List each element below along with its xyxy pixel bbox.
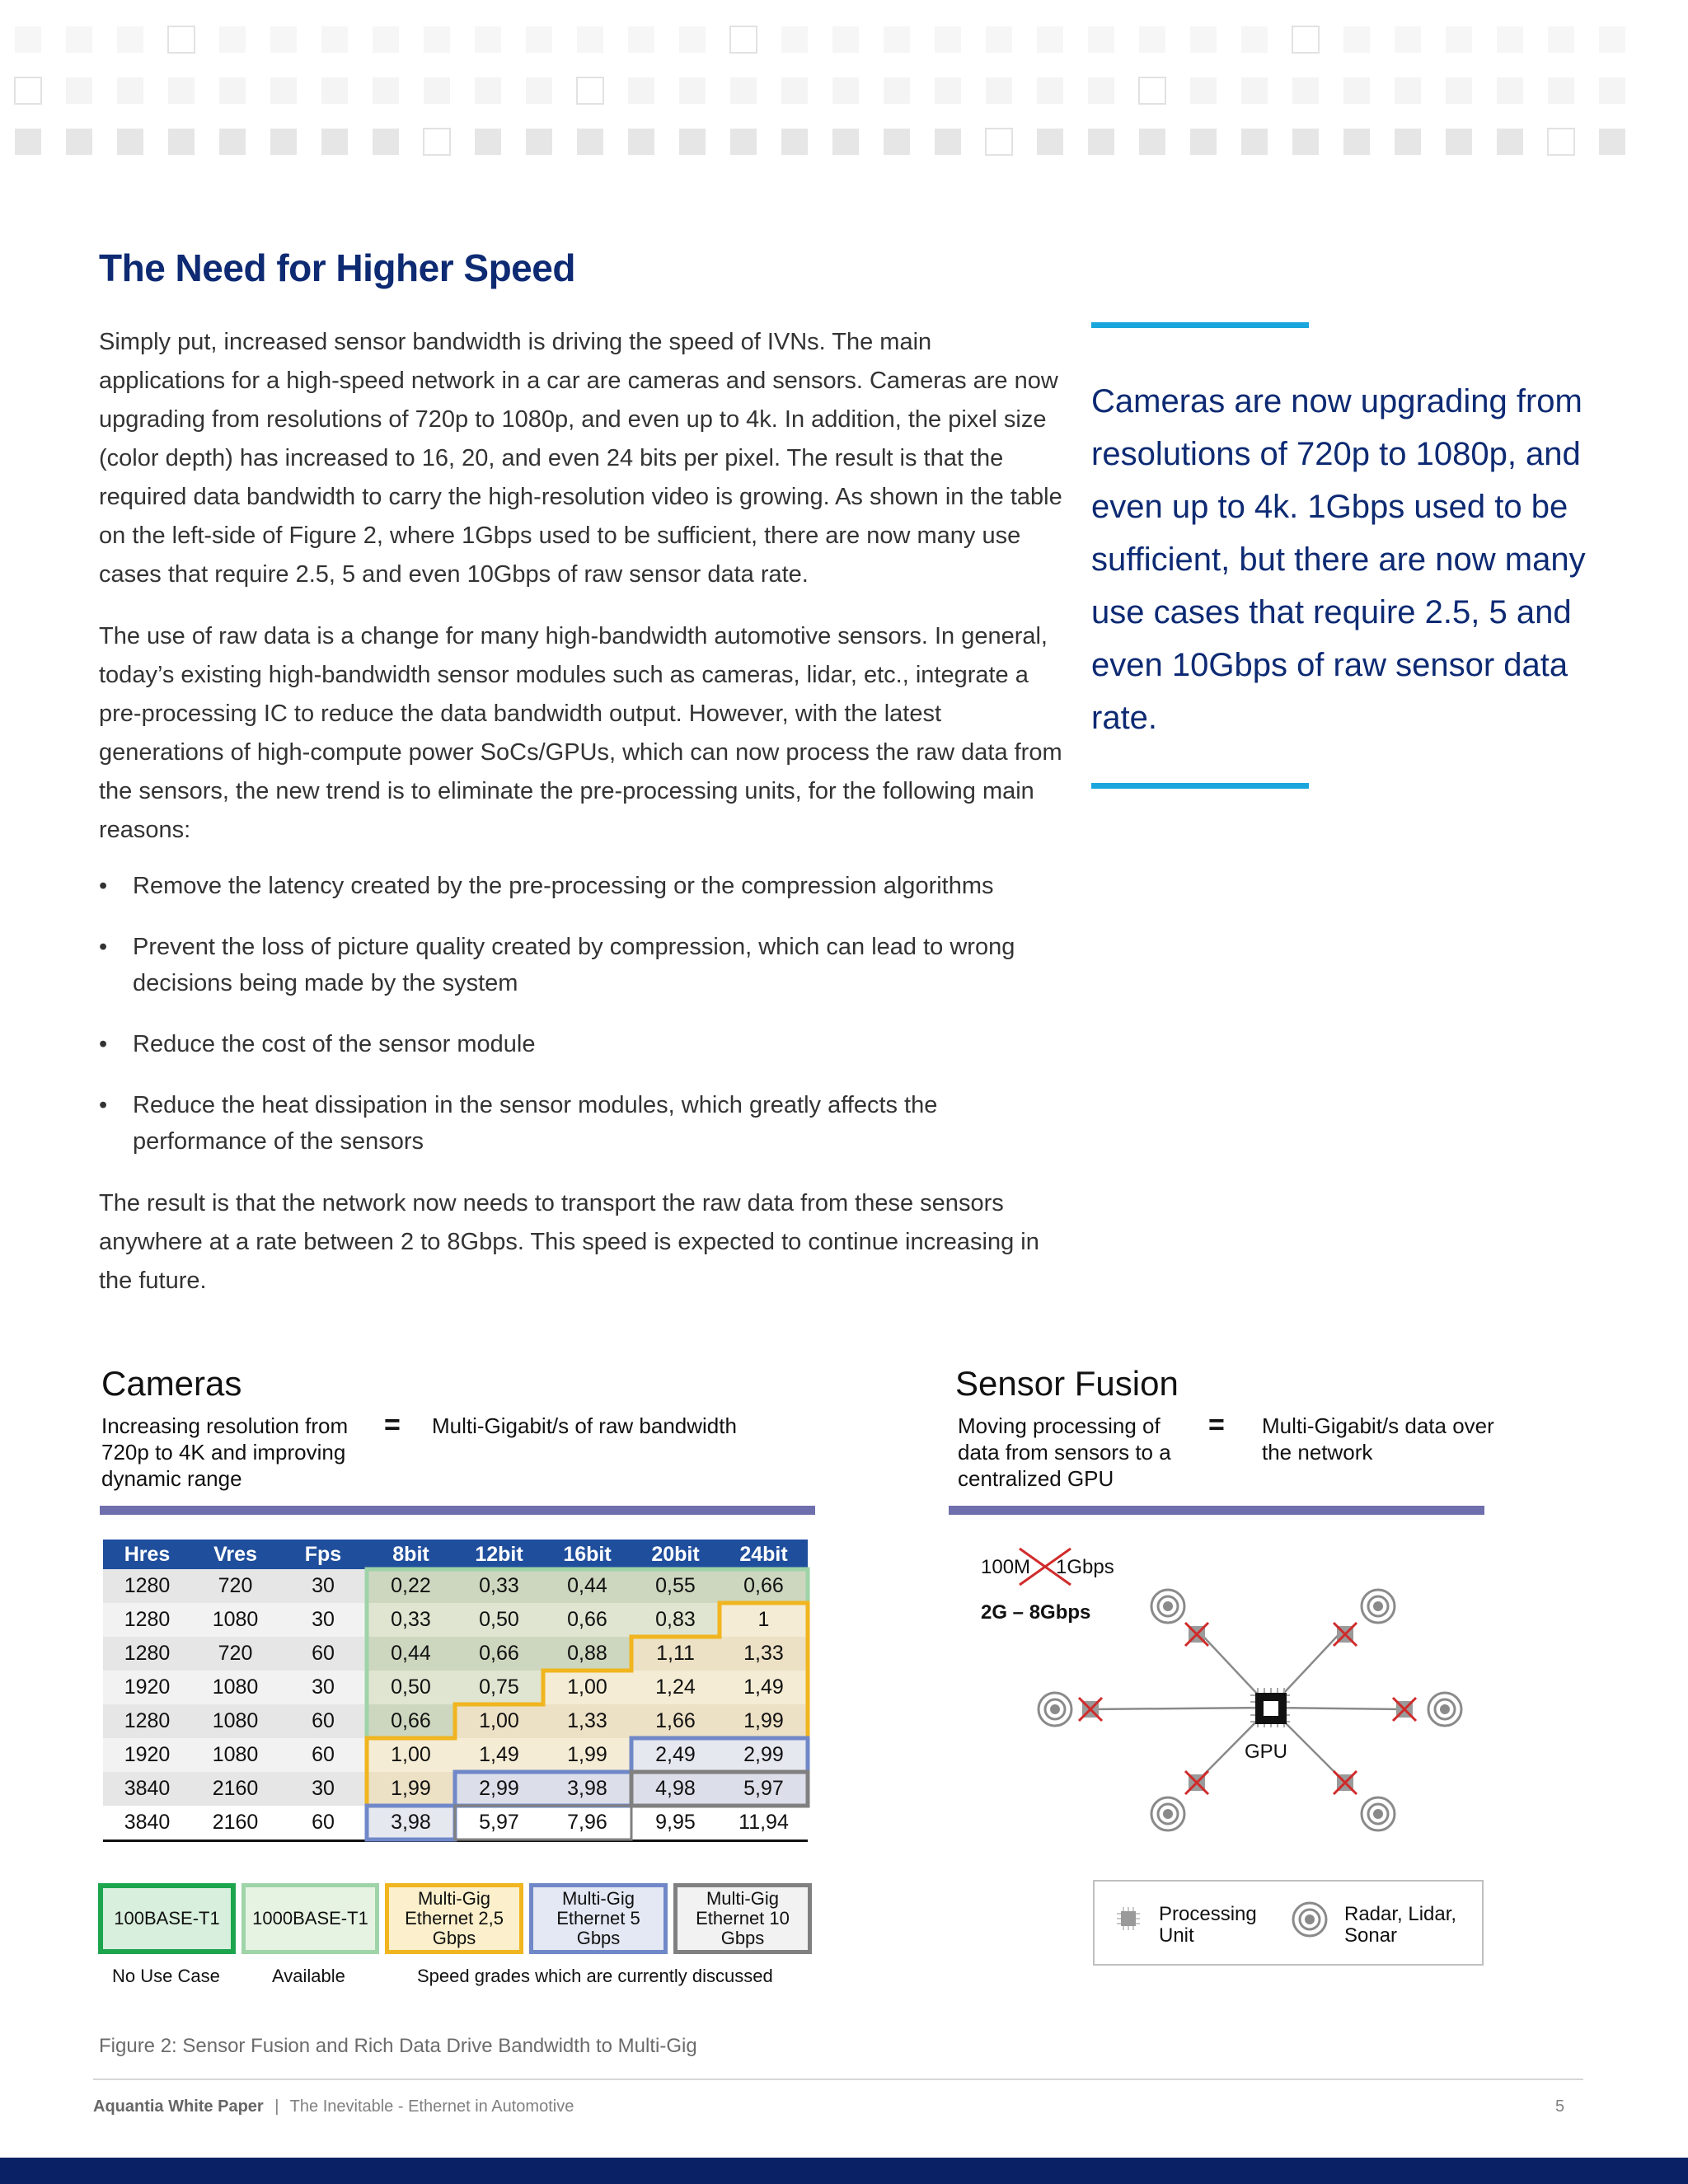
- table-cell: 0,50: [455, 1603, 543, 1637]
- table-cell: 720: [191, 1637, 279, 1671]
- table-cell: 1080: [191, 1671, 279, 1704]
- table-cell: 0,66: [455, 1637, 543, 1671]
- legend-multigig-5: Multi-Gig Ethernet 5 Gbps: [529, 1883, 668, 1954]
- removed-processing-unit-icon: [1334, 1623, 1357, 1646]
- paragraph-intro: Simply put, increased sensor bandwidth is driving the speed of IVNs. The main applications for a high-speed network in a car are cameras and sensors. Cameras are now upgrading from resolutions of 720p to 1080p, and even up to 4k. In addition, the pixel size (color depth) has increased to 16, 20, and even 24 bits per pixel. The result is that the required data bandwidth to carry the high-resolution video is growing. As shown in the table on the left-side of Figure 2, where 1Gbps used to be sufficient, there are now many use cases that require 2.5, 5 and even 10Gbps of raw sensor data rate.: [99, 329, 1062, 588]
- cameras-title: Cameras: [101, 1364, 242, 1403]
- removed-processing-unit-icon: [1393, 1698, 1416, 1721]
- table-cell: 7,96: [543, 1806, 631, 1841]
- table-cell: 2160: [191, 1772, 279, 1806]
- table-cell: 2160: [191, 1806, 279, 1841]
- table-cell: 0,50: [367, 1671, 455, 1704]
- table-row: [103, 1603, 808, 1637]
- table-header-cell: 12bit: [455, 1540, 543, 1569]
- table-cell: 1,33: [543, 1704, 631, 1738]
- table-cell: 0,83: [631, 1603, 720, 1637]
- reasons-list: [99, 868, 1063, 1160]
- table-row: [103, 1806, 808, 1841]
- legend-processing-unit: Processing Unit: [1159, 1903, 1257, 1947]
- table-row: [103, 1569, 808, 1603]
- table-cell: 60: [279, 1806, 367, 1841]
- header-pixel-pattern: [0, 0, 1688, 165]
- page-number: 5: [1555, 2097, 1565, 2116]
- table-cell: 60: [279, 1637, 367, 1671]
- footer: [93, 2097, 574, 2116]
- radar-sensor-icon: [1362, 1797, 1395, 1830]
- radar-sensor-icon: [1428, 1693, 1461, 1726]
- table-cell: 0,33: [455, 1569, 543, 1603]
- table-cell: 0,66: [720, 1569, 808, 1603]
- speed-old-100m: 100M: [981, 1556, 1031, 1578]
- radar-sensor-icon: [1362, 1590, 1395, 1623]
- table-cell: 1,49: [720, 1671, 808, 1704]
- table-cell: 1080: [191, 1603, 279, 1637]
- sensor-fusion-diagram: [1014, 1566, 1492, 1846]
- footer-separator: |: [274, 2097, 279, 2116]
- gpu-icon: [1250, 1688, 1290, 1727]
- paragraph-raw-data: The use of raw data is a change for many high-bandwidth automotive sensors. In general, today’s existing high-bandwidth sensor modules such as cameras, lidar, etc., integrate a pre-processing IC to reduce the data bandwidth output. However, with the latest generations of high-compute power SoCs/GPUs, which can now process the raw data from the sensors, the new trend is to eliminate the pre-processing units, for the following main reasons:: [99, 623, 1062, 843]
- legend-multigig-10: Multi-Gig Ethernet 10 Gbps: [673, 1883, 812, 1954]
- radar-sensor-icon: [1151, 1590, 1184, 1623]
- table-cell: 0,33: [367, 1603, 455, 1637]
- cameras-left-text: Increasing resolution from 720p to 4K and improving dynamic range: [101, 1413, 349, 1491]
- table-cell: 1,00: [367, 1738, 455, 1772]
- removed-processing-unit-icon: [1185, 1771, 1208, 1794]
- table-cell: 3,98: [367, 1806, 455, 1841]
- table-cell: 1: [720, 1603, 808, 1637]
- table-cell: 1280: [103, 1603, 191, 1637]
- table-cell: 60: [279, 1738, 367, 1772]
- table-cell: 2,49: [631, 1738, 720, 1772]
- table-cell: 9,95: [631, 1806, 720, 1841]
- speed-new: 2G – 8Gbps: [981, 1601, 1091, 1624]
- table-cell: 4,98: [631, 1772, 720, 1806]
- table-cell: 0,66: [543, 1603, 631, 1637]
- table-row: [103, 1704, 808, 1738]
- table-header-cell: 8bit: [367, 1540, 455, 1569]
- table-cell: 1,99: [367, 1772, 455, 1806]
- table-cell: 720: [191, 1569, 279, 1603]
- table-cell: 1280: [103, 1704, 191, 1738]
- table-cell: 1920: [103, 1671, 191, 1704]
- table-cell: 1,11: [631, 1637, 720, 1671]
- bandwidth-table: [103, 1540, 808, 1842]
- table-cell: 1080: [191, 1738, 279, 1772]
- table-header-cell: 16bit: [543, 1540, 631, 1569]
- list-item: • Reduce the heat dissipation in the sensor modules, which greatly affects the performance of the sensors: [99, 1087, 1063, 1160]
- radar-icon: [1291, 1900, 1329, 1938]
- table-cell: 11,94: [720, 1806, 808, 1841]
- table-cell: 60: [279, 1704, 367, 1738]
- legend-caption-discussed: Speed grades which are currently discussed: [417, 1966, 773, 1986]
- table-cell: 3840: [103, 1806, 191, 1841]
- table-cell: 1280: [103, 1569, 191, 1603]
- table-cell: 0,66: [367, 1704, 455, 1738]
- bullet-icon: •: [99, 934, 108, 960]
- table-cell: 1080: [191, 1704, 279, 1738]
- legend-1000base-t1: 1000BASE-T1: [241, 1883, 379, 1954]
- paragraph-result: The result is that the network now needs to transport the raw data from these sensors anywhere at a rate between 2 to 8Gbps. This speed is expected to continue increasing in the future.: [99, 1190, 1039, 1294]
- sensor-fusion-right-text: Multi-Gigabit/s data over the network: [1262, 1413, 1494, 1465]
- table-header-cell: 24bit: [720, 1540, 808, 1569]
- table-header-cell: Fps: [279, 1540, 367, 1569]
- cameras-divider: [100, 1506, 815, 1515]
- table-cell: 30: [279, 1603, 367, 1637]
- sensor-fusion-equals: =: [1208, 1409, 1225, 1441]
- table-cell: 1,00: [543, 1671, 631, 1704]
- removed-processing-unit-icon: [1185, 1623, 1208, 1646]
- bullet-icon: •: [99, 1031, 108, 1057]
- table-header-cell: Vres: [191, 1540, 279, 1569]
- legend-caption-no-use: No Use Case: [112, 1966, 220, 1986]
- table-row: [103, 1637, 808, 1671]
- table-cell: 0,88: [543, 1637, 631, 1671]
- table-cell: 0,55: [631, 1569, 720, 1603]
- table-cell: 1,66: [631, 1704, 720, 1738]
- footer-title: The Inevitable - Ethernet in Automotive: [289, 2097, 574, 2116]
- table-cell: 1,24: [631, 1671, 720, 1704]
- table-cell: 30: [279, 1671, 367, 1704]
- sensor-fusion-left-text: Moving processing of data from sensors to a centralized GPU: [958, 1413, 1171, 1491]
- table-cell: 0,44: [367, 1637, 455, 1671]
- legend-radar-lidar-sonar: Radar, Lidar, Sonar: [1344, 1903, 1457, 1947]
- table-cell: 1,49: [455, 1738, 543, 1772]
- sensor-fusion-divider: [949, 1506, 1484, 1515]
- table-cell: 5,97: [720, 1772, 808, 1806]
- table-row: [103, 1671, 808, 1704]
- legend-caption-available: Available: [272, 1966, 345, 1986]
- table-cell: 1920: [103, 1738, 191, 1772]
- table-cell: 2,99: [720, 1738, 808, 1772]
- table-row: [103, 1738, 808, 1772]
- table-cell: 0,75: [455, 1671, 543, 1704]
- table-row: [103, 1772, 808, 1806]
- cameras-equals: =: [384, 1409, 401, 1441]
- pullquote-top-rule: [1091, 322, 1309, 328]
- bullet-icon: •: [99, 1092, 108, 1118]
- page-heading: The Need for Higher Speed: [99, 246, 575, 289]
- figure-caption: Figure 2: Sensor Fusion and Rich Data Drive Bandwidth to Multi-Gig: [99, 2035, 697, 2057]
- list-item: • Remove the latency created by the pre-processing or the compression algorithms: [99, 868, 1063, 904]
- processing-unit-icon: [1114, 1904, 1143, 1933]
- main-body-text: [99, 323, 1063, 1324]
- list-item: • Reduce the cost of the sensor module: [99, 1026, 1063, 1062]
- table-cell: 1,33: [720, 1637, 808, 1671]
- table-cell: 3840: [103, 1772, 191, 1806]
- radar-sensor-icon: [1039, 1693, 1071, 1726]
- table-cell: 1,99: [543, 1738, 631, 1772]
- legend-multigig-2-5: Multi-Gig Ethernet 2,5 Gbps: [385, 1883, 523, 1954]
- speed-old-1gbps: 1Gbps: [1056, 1556, 1114, 1578]
- table-header-cell: Hres: [103, 1540, 191, 1569]
- table-cell: 30: [279, 1772, 367, 1806]
- radar-sensor-icon: [1151, 1797, 1184, 1830]
- table-header-row: [103, 1540, 808, 1569]
- table-cell: 0,44: [543, 1569, 631, 1603]
- bullet-icon: •: [99, 873, 108, 899]
- gpu-label: GPU: [1245, 1741, 1288, 1763]
- table-cell: 5,97: [455, 1806, 543, 1841]
- legend-100base-t1: 100BASE-T1: [98, 1883, 236, 1954]
- footer-divider: [93, 2079, 1583, 2080]
- removed-processing-unit-icon: [1079, 1698, 1102, 1721]
- table-cell: 1,00: [455, 1704, 543, 1738]
- pullquote-bottom-rule: [1091, 783, 1309, 789]
- table-cell: 1,99: [720, 1704, 808, 1738]
- pullquote: Cameras are now upgrading from resolutions of 720p to 1080p, and even up to 4k. 1Gbps used to be sufficient, but there are now many use cases that require 2.5, 5 and even 10Gbps of raw sensor data rate.: [1091, 383, 1586, 736]
- cameras-right-text: Multi-Gigabit/s of raw bandwidth: [432, 1413, 737, 1438]
- table-cell: 3,98: [543, 1772, 631, 1806]
- table-cell: 30: [279, 1569, 367, 1603]
- removed-processing-unit-icon: [1334, 1771, 1357, 1794]
- table-cell: 0,22: [367, 1569, 455, 1603]
- footer-brand: Aquantia White Paper: [93, 2097, 264, 2116]
- table-cell: 1280: [103, 1637, 191, 1671]
- sensor-fusion-title: Sensor Fusion: [955, 1364, 1179, 1403]
- table-header-cell: 20bit: [631, 1540, 720, 1569]
- list-item: • Prevent the loss of picture quality created by compression, which can lead to wrong decisions being made by the system: [99, 929, 1063, 1001]
- bottom-brand-bar: [0, 2158, 1688, 2184]
- table-cell: 2,99: [455, 1772, 543, 1806]
